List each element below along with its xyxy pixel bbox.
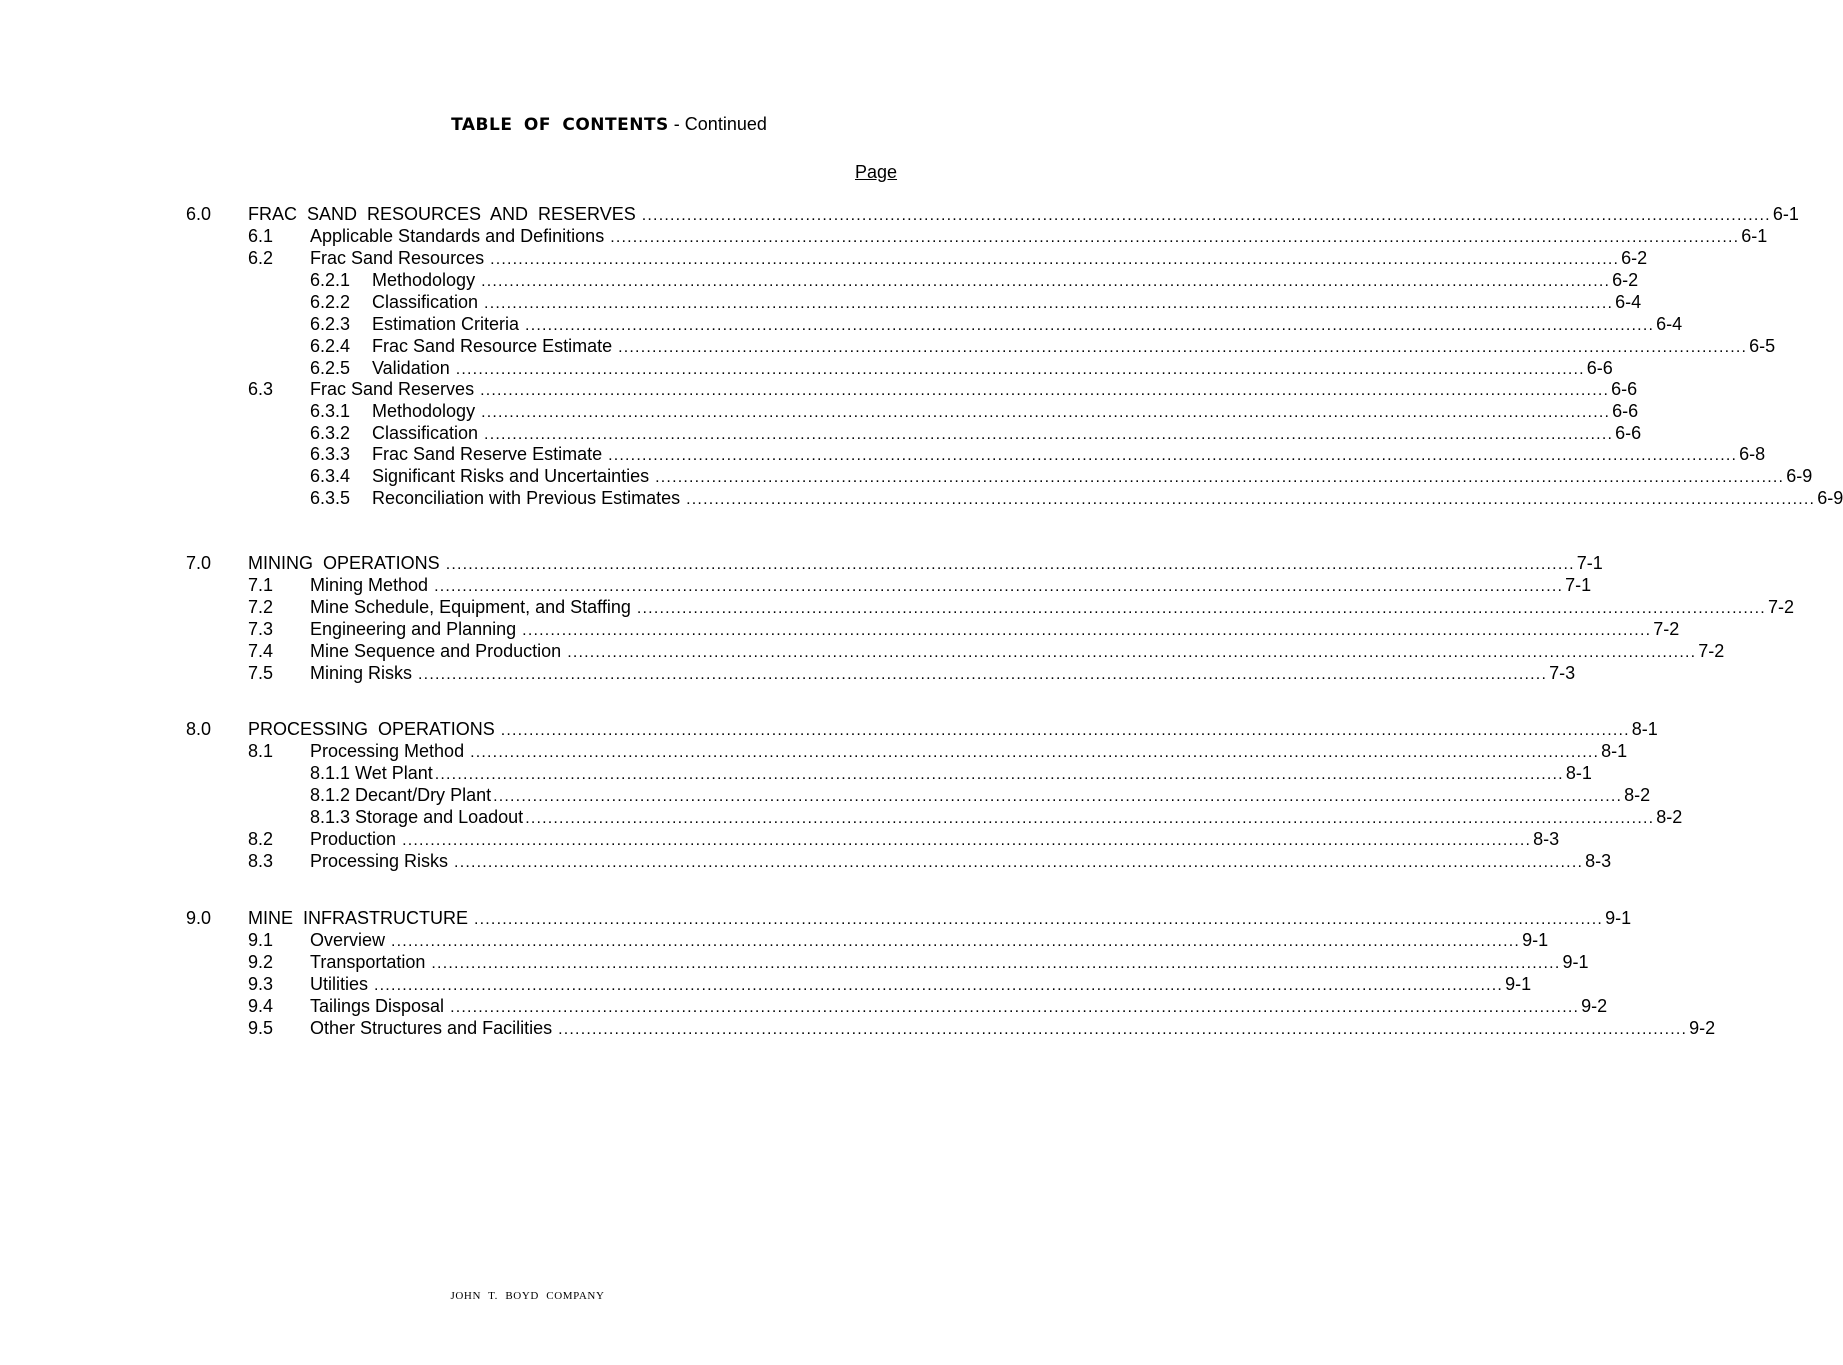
toc-entry-title: Mining Method bbox=[310, 575, 429, 595]
toc-entry-number: 9.1 bbox=[248, 930, 274, 950]
toc-leader-dots: ........................................................................................................................................................................................................ bbox=[618, 339, 1748, 356]
toc-entry bbox=[0, 335, 1776, 357]
toc-entry-page: 8-3 bbox=[1585, 851, 1612, 871]
toc-entry bbox=[0, 487, 1843, 509]
toc-entry bbox=[0, 465, 1813, 487]
toc-entry-number: 6.2.2 bbox=[310, 292, 351, 312]
toc-entry-number: 8.0 bbox=[186, 719, 212, 739]
toc-entry-title: Mine Sequence and Production bbox=[310, 641, 562, 661]
toc-entry-page: 6-5 bbox=[1749, 336, 1776, 356]
toc-entry bbox=[0, 422, 1642, 444]
toc-entry-title: 8.1.2 Decant/Dry Plant bbox=[310, 785, 492, 805]
toc-entry-page: 6-6 bbox=[1615, 423, 1642, 443]
toc-entry-number: 6.2.1 bbox=[310, 270, 351, 290]
toc-entry bbox=[0, 784, 1651, 806]
toc-entry-page: 6-4 bbox=[1656, 314, 1683, 334]
toc-entry-page: 7-2 bbox=[1653, 619, 1680, 639]
toc-leader-dots: ........................................................................................................................................................................................................ bbox=[558, 1021, 1688, 1038]
toc-entry-title: Mine Schedule, Equipment, and Staffing bbox=[310, 597, 631, 617]
toc-entry bbox=[0, 574, 1592, 596]
toc-leader-dots: ........................................................................................................................................................................................................ bbox=[455, 361, 1585, 378]
footer-company-name: JOHN T. BOYD COMPANY bbox=[450, 1290, 605, 1302]
toc-leader-dots: ........................................................................................................................................................................................................ bbox=[500, 722, 1630, 739]
toc-entry-title: Methodology bbox=[372, 270, 476, 290]
toc-entry-number: 9.5 bbox=[248, 1018, 274, 1038]
toc-section bbox=[0, 907, 1632, 929]
toc-entry-number: 9.3 bbox=[248, 974, 274, 994]
toc-entry-number: 7.4 bbox=[248, 641, 274, 661]
toc-leader-dots: ........................................................................................................................................................................................................ bbox=[636, 600, 1766, 617]
toc-entry-page: 8-3 bbox=[1533, 829, 1560, 849]
toc-entry-page: 8-1 bbox=[1565, 763, 1592, 783]
toc-entry-number: 7.2 bbox=[248, 597, 274, 617]
toc-leader-dots: ........................................................................................................................................................................................................ bbox=[431, 955, 1561, 972]
toc-entry-number: 8.1 bbox=[248, 741, 274, 761]
toc-leader-dots: ........................................................................................................................................................................................................ bbox=[641, 207, 1771, 224]
toc-entry bbox=[0, 618, 1680, 640]
toc-entry-page: 9-1 bbox=[1562, 952, 1589, 972]
toc-entry-title: Frac Sand Resources bbox=[310, 248, 485, 268]
toc-entry-title: Significant Risks and Uncertainties bbox=[372, 466, 650, 486]
toc-entry-title: MINE INFRASTRUCTURE bbox=[248, 908, 468, 928]
toc-entry bbox=[0, 850, 1612, 872]
toc-entry bbox=[0, 762, 1592, 784]
toc-section bbox=[0, 552, 1603, 574]
toc-entry-number: 6.1 bbox=[248, 226, 274, 246]
toc-entry-number: 9.2 bbox=[248, 952, 274, 972]
toc-entry bbox=[0, 247, 1648, 269]
toc-entry-title: Frac Sand Resource Estimate bbox=[372, 336, 613, 356]
toc-entry-title: Processing Method bbox=[310, 741, 465, 761]
toc-entry-page: 9-1 bbox=[1522, 930, 1549, 950]
toc-leader-dots: ........................................................................................................................................................................................................ bbox=[484, 426, 1614, 443]
toc-leader-dots: ........................................................................................................................................................................................................ bbox=[522, 622, 1652, 639]
toc-entry-number: 6.2.5 bbox=[310, 358, 351, 378]
toc-entry bbox=[0, 929, 1549, 951]
toc-leader-dots: ........................................................................................................................................................................................................ bbox=[655, 469, 1785, 486]
toc-entry-title: MINING OPERATIONS bbox=[248, 553, 440, 573]
toc-entry-title: Overview bbox=[310, 930, 386, 950]
toc-entry-page: 8-2 bbox=[1624, 785, 1651, 805]
toc-leader-dots: ........................................................................................................................................................................................................ bbox=[490, 251, 1620, 268]
toc-entry-title: Methodology bbox=[372, 401, 476, 421]
toc-leader-dots: ........................................................................................................................................................................................................ bbox=[567, 644, 1697, 661]
toc-leader-dots: ........................................................................................................................................................................................................ bbox=[525, 317, 1655, 334]
toc-entry-page: 6-1 bbox=[1741, 226, 1768, 246]
toc-entry-number: 6.0 bbox=[186, 204, 212, 224]
toc-entry-title: Classification bbox=[372, 423, 479, 443]
toc-entry-number: 7.1 bbox=[248, 575, 274, 595]
toc-entry-page: 9-1 bbox=[1505, 974, 1532, 994]
toc-entry-page: 7-1 bbox=[1576, 553, 1603, 573]
toc-entry-title: 8.1.1 Wet Plant bbox=[310, 763, 433, 783]
toc-leader-dots: ........................................................................................................................................................................................................ bbox=[418, 666, 1548, 683]
toc-section bbox=[0, 718, 1658, 740]
toc-entry-page: 7-1 bbox=[1565, 575, 1592, 595]
toc-entry-page: 6-2 bbox=[1612, 270, 1639, 290]
toc-entry-page: 6-9 bbox=[1817, 488, 1843, 508]
toc-entry-title: FRAC SAND RESOURCES AND RESERVES bbox=[248, 204, 636, 224]
toc-entry bbox=[0, 951, 1589, 973]
toc-leader-dots: ........................................................................................................................................................................................................ bbox=[525, 810, 1655, 827]
toc-entry-title: Frac Sand Reserve Estimate bbox=[372, 444, 603, 464]
toc-entry-page: 6-9 bbox=[1786, 466, 1813, 486]
toc-entry-page: 6-2 bbox=[1621, 248, 1648, 268]
toc-leader-dots: ........................................................................................................................................................................................................ bbox=[493, 788, 1623, 805]
toc-entry bbox=[0, 806, 1683, 828]
toc-entry-title: Classification bbox=[372, 292, 479, 312]
toc-entry-number: 6.3.3 bbox=[310, 444, 351, 464]
toc-entry-page: 6-4 bbox=[1615, 292, 1642, 312]
toc-leader-dots: ........................................................................................................................................................................................................ bbox=[434, 766, 1564, 783]
toc-entry-number: 6.2.4 bbox=[310, 336, 351, 356]
toc-title bbox=[0, 113, 1055, 136]
toc-entry-page: 6-6 bbox=[1612, 401, 1639, 421]
toc-entry-page: 7-2 bbox=[1698, 641, 1725, 661]
toc-title-continued: - Continued bbox=[668, 114, 767, 134]
toc-entry bbox=[0, 313, 1683, 335]
toc-leader-dots: ........................................................................................................................................................................................................ bbox=[470, 744, 1600, 761]
toc-entry-number: 6.3 bbox=[248, 379, 274, 399]
toc-leader-dots: ........................................................................................................................................................................................................ bbox=[481, 404, 1611, 421]
toc-entry bbox=[0, 662, 1576, 684]
toc-entry-title: Transportation bbox=[310, 952, 426, 972]
toc-entry-title: 8.1.3 Storage and Loadout bbox=[310, 807, 524, 827]
toc-leader-dots: ........................................................................................................................................................................................................ bbox=[402, 832, 1532, 849]
toc-entry-page: 6-8 bbox=[1739, 444, 1766, 464]
toc-title-bold: TABLE OF CONTENTS bbox=[451, 115, 669, 135]
toc-leader-dots: ........................................................................................................................................................................................................ bbox=[450, 999, 1580, 1016]
toc-entry-page: 7-3 bbox=[1549, 663, 1576, 683]
toc-leader-dots: ........................................................................................................................................................................................................ bbox=[454, 854, 1584, 871]
toc-entry-title: Estimation Criteria bbox=[372, 314, 520, 334]
toc-entry-title: Frac Sand Reserves bbox=[310, 379, 475, 399]
toc-entry-title: Utilities bbox=[310, 974, 369, 994]
toc-section bbox=[0, 203, 1799, 225]
toc-entry-title: Mining Risks bbox=[310, 663, 413, 683]
toc-entry bbox=[0, 973, 1532, 995]
toc-entry-number: 7.3 bbox=[248, 619, 274, 639]
toc-entry bbox=[0, 443, 1766, 465]
toc-entry-number: 6.3.2 bbox=[310, 423, 351, 443]
toc-entry-number: 8.3 bbox=[248, 851, 274, 871]
toc-entry bbox=[0, 400, 1639, 422]
toc-entry-title: PROCESSING OPERATIONS bbox=[248, 719, 495, 739]
toc-entry-page: 9-1 bbox=[1605, 908, 1632, 928]
toc-entry bbox=[0, 291, 1642, 313]
toc-entry-title: Tailings Disposal bbox=[310, 996, 445, 1016]
toc-leader-dots: ........................................................................................................................................................................................................ bbox=[610, 229, 1740, 246]
toc-entry bbox=[0, 828, 1560, 850]
toc-entry-number: 6.3.4 bbox=[310, 466, 351, 486]
toc-entry-number: 6.2.3 bbox=[310, 314, 351, 334]
toc-entry-title: Reconciliation with Previous Estimates bbox=[372, 488, 681, 508]
toc-entry-page: 6-6 bbox=[1611, 379, 1638, 399]
toc-leader-dots: ........................................................................................................................................................................................................ bbox=[608, 447, 1738, 464]
toc-leader-dots: ........................................................................................................................................................................................................ bbox=[481, 273, 1611, 290]
toc-entry-title: Production bbox=[310, 829, 397, 849]
toc-entry bbox=[0, 640, 1725, 662]
toc-entry bbox=[0, 378, 1638, 400]
toc-entry bbox=[0, 357, 1613, 379]
toc-entry-number: 9.0 bbox=[186, 908, 212, 928]
toc-entry-number: 6.2 bbox=[248, 248, 274, 268]
toc-entry-title: Validation bbox=[372, 358, 450, 378]
toc-entry-number: 8.2 bbox=[248, 829, 274, 849]
toc-entry-page: 9-2 bbox=[1689, 1018, 1716, 1038]
toc-entry-number: 7.0 bbox=[186, 553, 212, 573]
toc-entry bbox=[0, 1017, 1716, 1039]
toc-entry-number: 6.3.1 bbox=[310, 401, 351, 421]
toc-entry-number: 6.3.5 bbox=[310, 488, 351, 508]
toc-leader-dots: ........................................................................................................................................................................................................ bbox=[480, 382, 1610, 399]
toc-entry-page: 8-1 bbox=[1631, 719, 1658, 739]
toc-entry bbox=[0, 225, 1768, 247]
toc-entry-page: 8-1 bbox=[1601, 741, 1628, 761]
toc-entry-number: 7.5 bbox=[248, 663, 274, 683]
toc-leader-dots: ........................................................................................................................................................................................................ bbox=[474, 911, 1604, 928]
toc-leader-dots: ........................................................................................................................................................................................................ bbox=[374, 977, 1504, 994]
toc-leader-dots: ........................................................................................................................................................................................................ bbox=[484, 295, 1614, 312]
toc-leader-dots: ........................................................................................................................................................................................................ bbox=[686, 491, 1816, 508]
toc-entry bbox=[0, 995, 1608, 1017]
toc-entry-title: Processing Risks bbox=[310, 851, 449, 871]
toc-entry bbox=[0, 596, 1794, 618]
toc-entry-title: Engineering and Planning bbox=[310, 619, 517, 639]
toc-entry-page: 8-2 bbox=[1656, 807, 1683, 827]
toc-entry bbox=[0, 269, 1639, 291]
toc-entry-page: 6-6 bbox=[1586, 358, 1613, 378]
page-column-header: Page bbox=[855, 162, 898, 182]
toc-entry-number: 9.4 bbox=[248, 996, 274, 1016]
toc-leader-dots: ........................................................................................................................................................................................................ bbox=[445, 556, 1575, 573]
toc-entry-page: 9-2 bbox=[1581, 996, 1608, 1016]
toc-entry-title: Applicable Standards and Definitions bbox=[310, 226, 605, 246]
toc-entry bbox=[0, 740, 1628, 762]
toc-leader-dots: ........................................................................................................................................................................................................ bbox=[434, 578, 1564, 595]
toc-leader-dots: ........................................................................................................................................................................................................ bbox=[391, 933, 1521, 950]
toc-entry-page: 6-1 bbox=[1772, 204, 1799, 224]
toc-entry-title: Other Structures and Facilities bbox=[310, 1018, 553, 1038]
toc-entry-page: 7-2 bbox=[1767, 597, 1794, 617]
